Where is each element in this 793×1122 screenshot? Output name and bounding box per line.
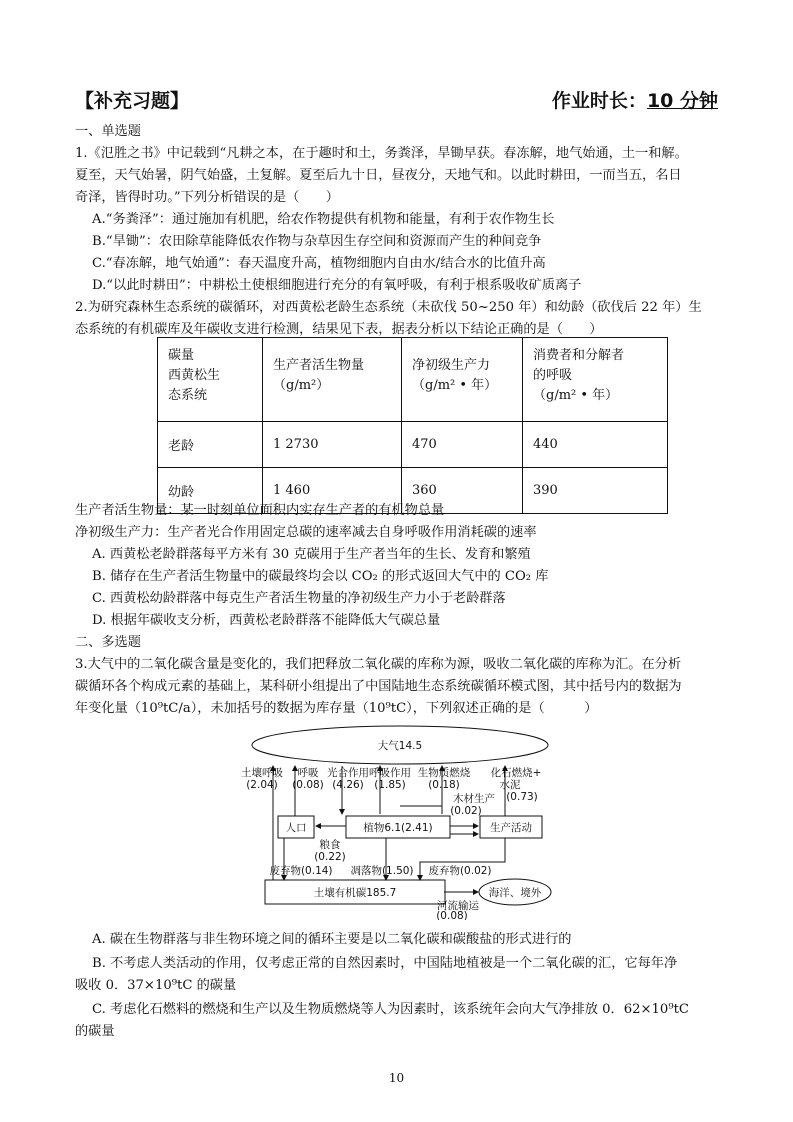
q3-option-c-cont: 的碳量 [75,1024,115,1039]
corner-line: 碳量 [168,348,195,363]
duration-value: 10 分钟 [646,90,718,112]
duration [552,86,718,113]
plant-label: 植物6.1(2.41) [363,822,433,834]
ocean-label: 海洋、境外 [488,887,542,899]
row-npp: 360 [402,468,523,514]
soil-respiration-label: 土壤呼吸 [241,767,283,779]
wood-production-value: (0.02) [450,805,482,817]
header-line: （g/m² • 年） [533,388,619,403]
table-header-row [158,338,668,422]
q2-option-d: D. 根据年碳收支分析，西黄松老龄群落不能降低大气碳总量 [92,613,441,628]
q1-option-a: A.“务粪泽”：通过施加有机肥，给农作物提供有机物和能量，有利于农作物生长 [92,212,555,227]
header-line: （g/m² • 年） [412,378,498,393]
soil-respiration-value: (2.04) [246,779,278,791]
q3-option-b-cont: 吸收 0．37×10⁹tC 的碳量 [75,978,237,993]
header-line: （g/m²） [273,378,330,393]
table-header-biomass [263,338,402,422]
corner-line: 西黄松生 [168,368,221,383]
q2-note-1: 生产者活生物量：某一时刻单位面积内实存生产者的有机物总量 [75,503,445,518]
q2-option-c: C. 西黄松幼龄群落中每克生产者活生物量的净初级生产力小于老龄群落 [92,591,506,606]
biomass-burning-value: (0.18) [428,779,460,791]
table-header-respiration [523,338,668,422]
section-heading-multi-choice: 二、多选题 [75,635,141,650]
row-biomass: 1 2730 [263,422,402,468]
table-header-npp [402,338,523,422]
photosynthesis-value: (4.26) [332,779,364,791]
q1-option-b: B.“旱锄”：农田除草能降低农作物与杂草因生存空间和资源而产生的种间竞争 [92,234,542,249]
q2-line-2: 态系统的有机碳库及年碳收支进行检测，结果见下表，据表分析以下结论正确的是（ ） [75,322,603,337]
table-corner-cell [158,338,263,422]
q1-option-c: C.“春冻解，地气始通”：春天温度升高，植物细胞内自由水/结合水的比值升高 [92,256,546,271]
q3-option-b: B. 不考虑人类活动的作用，仅考虑正常的自然因素时，中国陆地植被是一个二氧化碳的汇，它每年净 [92,956,678,971]
page-number: 10 [388,1071,405,1085]
q3-option-c: C. 考虑化石燃料的燃烧和生产以及生物质燃烧等人为因素时，该系统年会向大气净排放 0．62×10⁹tC [92,1002,689,1017]
section-heading-single-choice: 一、单选题 [75,124,141,139]
q1-line-3: 奇泽，皆得时功。”下列分析错误的是（ ） [75,190,339,205]
row-name: 老龄 [158,422,263,468]
fossil-value: (0.73) [506,791,538,803]
q3-line-2: 碳循环各个构成元素的基础上，某科研小组提出了中国陆地生态系统碳循环模式图，其中括号内的数据为 [75,679,682,694]
duration-label: 作业时长： [551,90,647,112]
q2-option-a: A. 西黄松老龄群落每平方米有 30 克碳用于生产者当年的生长、发育和繁殖 [92,547,531,562]
fossil-label-2: 水泥 [499,779,521,791]
header-line: 生产者活生物量 [273,358,365,373]
header-line: 净初级生产力 [412,358,491,373]
q1-line-1: 1.《氾胜之书》中记载到“凡耕之本，在于趣时和土，务粪泽，旱锄早获。春冻解，地气始通，土一和解。 [75,146,688,161]
photosynthesis-label: 光合作用 [327,767,369,779]
header-line: 的呼吸 [533,368,573,383]
q2-line-1: 2.为研究森林生态系统的碳循环，对西黄松老龄生态系统（未砍伐 50~250 年）和幼龄（砍伐后 22 年）生 [75,300,702,315]
row-npp: 470 [402,422,523,468]
biomass-burning-label: 生物质燃烧 [417,767,471,779]
row-respiration: 390 [523,468,668,514]
table-row [158,422,668,468]
q1-option-d: D.“以此时耕田”：中耕松土使根细胞进行充分的有氧呼吸，有利于根系吸收矿质离子 [92,278,582,293]
page-title: 【补充习题】 [75,90,190,112]
soil-carbon-label: 土壤有机碳185.7 [313,887,397,899]
q3-line-1: 3.大气中的二氧化碳含量是变化的，我们把释放二氧化碳的库称为源，吸收二氧化碳的库称为汇。在分析 [75,657,682,672]
carbon-table [157,337,668,514]
production-label: 生产活动 [490,822,532,834]
carbon-cycle-diagram [240,722,560,920]
respiration-value-1: (0.08) [292,779,324,791]
q3-line-3: 年变化量（10⁹tC/a），未加括号的数据为库存量（10⁹tC），下列叙述正确的是（ ） [75,701,598,716]
litter-label: 凋落物(1.50) [350,865,414,877]
atmosphere-label: 大气14.5 [377,740,423,752]
q2-note-2: 净初级生产力：生产者光合作用固定总碳的速率减去自身呼吸作用消耗碳的速率 [75,525,537,540]
waste-label-2: 废弃物(0.02) [428,865,492,877]
population-label: 人口 [285,822,307,834]
river-label: 河流输运 [437,900,479,912]
grain-label: 粮食 [319,839,341,851]
q2-option-b: B. 储存在生产者活生物量中的碳最终均会以 CO₂ 的形式返回大气中的 CO₂ 库 [92,569,549,584]
q3-option-a: A. 碳在生物群落与非生物环境之间的循环主要是以二氧化碳和碳酸盐的形式进行的 [92,932,572,947]
river-value: (0.08) [436,910,468,920]
respiration-value-2: (1.85) [374,779,406,791]
corner-line: 态系统 [168,388,208,403]
row-name: 幼龄 [158,468,263,514]
respiration-label-1: 呼吸 [297,767,319,779]
row-biomass: 1 460 [263,468,402,514]
respiration-label-2: 呼吸作用 [369,767,411,779]
waste-label-1: 废弃物(0.14) [269,865,333,877]
fossil-label-1: 化石燃烧+ [490,767,542,779]
header-line: 消费者和分解者 [533,348,625,363]
grain-value: (0.22) [314,851,346,863]
wood-production-label: 木材生产 [453,793,495,805]
row-respiration: 440 [523,422,668,468]
q1-line-2: 夏至，天气始暑，阴气始盛，土复解。夏至后九十日，昼夜分，天地气和。以此时耕田，一而当五，名日 [75,168,682,183]
